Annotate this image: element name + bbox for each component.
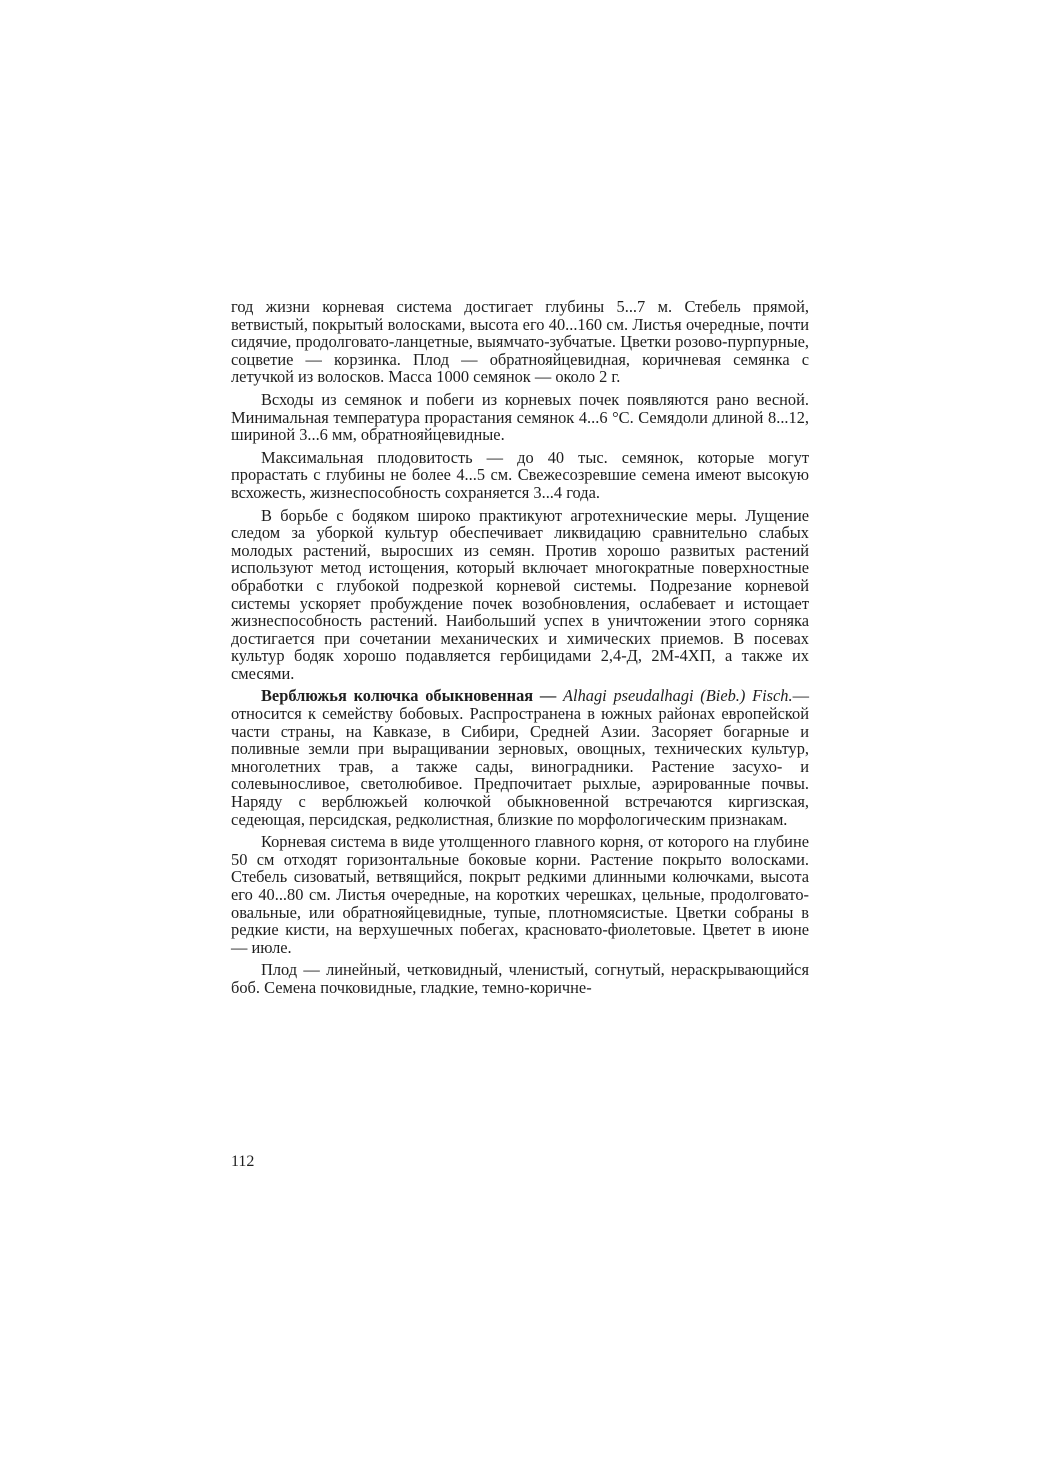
paragraph-1: год жизни корневая система достигает глубины 5...7 м. Стебель прямой, ветвистый, покрытый волосками, высота его 40...160 см. Листья очередные, почти сидячие, продолговато-ланцетные, выямчато-зубчатые. Цветки розово-пурпурные, соцветие — корзинка. Плод — обратнояйцевидная, коричневая семянка с летучкой из волосков. Масса 1000 семянок — около 2 г.	[231, 297, 809, 387]
page-number: 112	[231, 1153, 255, 1170]
species-name: Верблюжья колючка обыкновенная —	[261, 686, 564, 706]
species-latin-name: Alhagi pseudalhagi (Bieb.) Fisch.	[563, 686, 793, 706]
paragraph-7: Плод — линейный, четковидный, членистый, согнутый, нераскрывающийся боб. Семена почковидные, гладкие, темно-коричне-	[231, 960, 809, 997]
paragraph-4: В борьбе с бодяком широко практикуют агротехнические меры. Лущение следом за уборкой культур обеспечивает ликвидацию сравнительно слабых молодых растений, выросших из семян. Против хорошо развитых растений используют метод истощения, который включает многократные поверхностные обработки с глубокой подрезкой корневой системы. Подрезание корневой системы ускоряет пробуждение почек возобновления, ослабевает и истощает жизнеспособность растений. Наибольший успех в уничтожении этого сорняка достигается при сочетании механических и химических приемов. В посевах культур бодяк хорошо подавляется гербицидами 2,4-Д, 2М-4ХП, а также их смесями.	[231, 505, 809, 683]
page-body	[231, 298, 809, 997]
paragraph-3: Максимальная плодовитость — до 40 тыс. семянок, которые могут прорастать с глубины не более 4...5 см. Свежесозревшие семена имеют высокую всхожесть, жизнеспособность сохраняется 3...4 года.	[231, 447, 809, 502]
paragraph-6: Корневая система в виде утолщенного главного корня, от которого на глубине 50 см отходят горизонтальные боковые корни. Растение покрыто волосками. Стебель сизоватый, ветвящийся, покрыт редкими длинными колючками, высота его 40...80 см. Листья очередные, на коротких черешках, цельные, продолговато-овальные, или обратнояйцевидные, тупые, плотномясистые. Цветки собраны в редкие кисти, на верхушечных побегах, красновато-фиолетовые. Цветет в июне — июле.	[231, 832, 809, 957]
paragraph-2: Всходы из семянок и побеги из корневых почек появляются рано весной. Минимальная температура прорастания семянок 4...6 °С. Семядоли длиной 8...12, шириной 3...6 мм, обратнояйцевидные.	[231, 389, 809, 445]
paragraph-5	[231, 687, 809, 828]
paragraph-5-text: — относится к семейству бобовых. Распространена в южных районах европейской части страны, на Кавказе, в Сибири, Средней Азии. Засоряет богарные и поливные земли при выращивании зерновых, овощных, технических культур, многолетних трав, а также сады, виноградники. Растение засухо- и солевыносливое, светолюбивое. Предпочитает рыхлые, аэрированные почвы. Наряду с верблюжьей колючкой обыкновенной встречаются киргизская, седеющая, персидская, редколистная, близкие по морфологическим признакам.	[231, 686, 809, 829]
